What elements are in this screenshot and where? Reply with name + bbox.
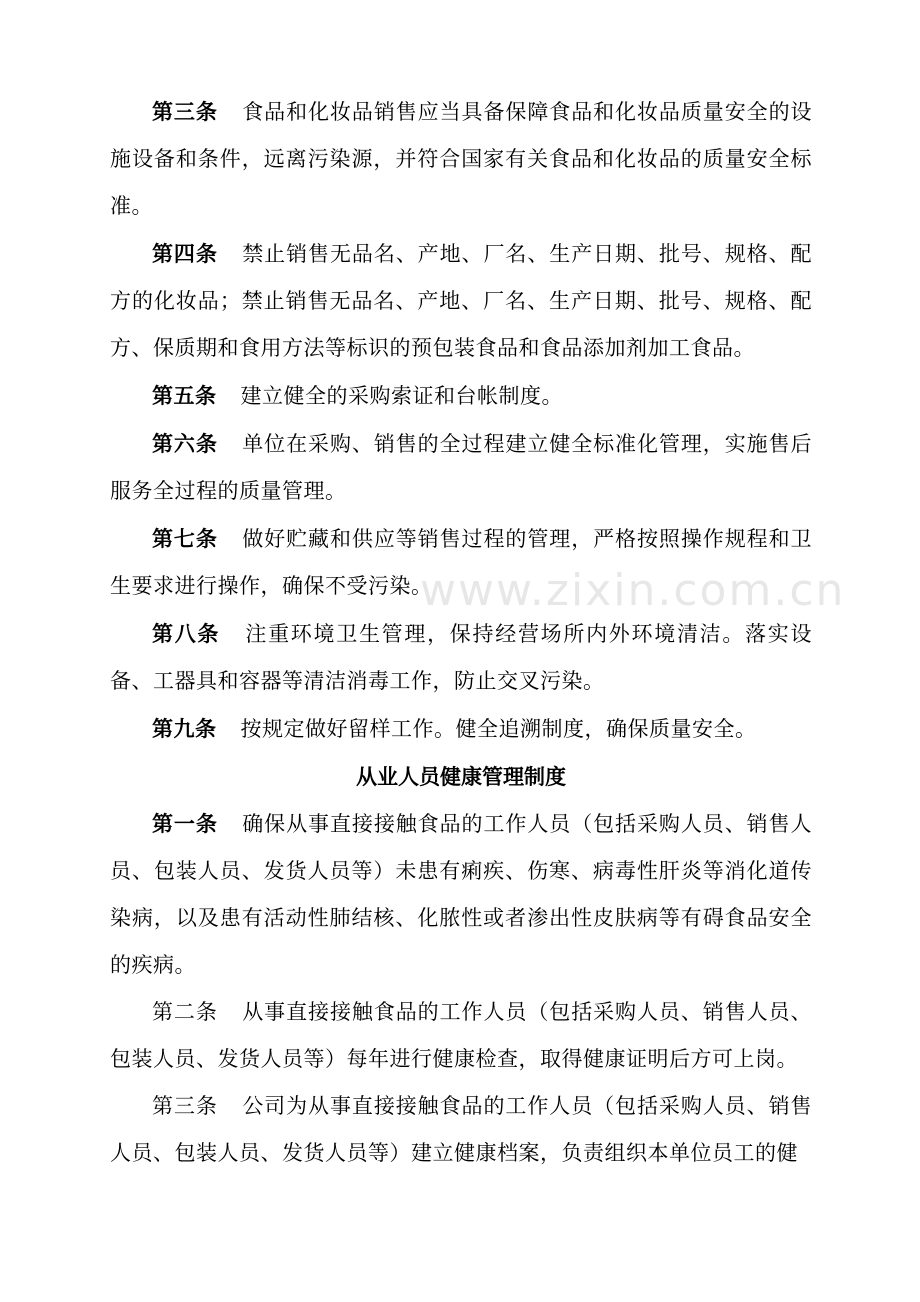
section-title: 从业人员健康管理制度	[356, 764, 566, 789]
article-text: 公司为从事直接接触食品的工作人员（包括采购人员、销售人员、包装人员、发货人员等）建立健康档案，负责组织本单位员工的健	[110, 1094, 813, 1165]
article-text: 做好贮藏和供应等销售过程的管理，严格按照操作规程和卫生要求进行操作，确保不受污染。	[110, 527, 813, 598]
article-text: 建立健全的采购索证和台帐制度。	[240, 384, 563, 408]
article-paragraph	[110, 705, 812, 753]
article-text: 单位在采购、销售的全过程建立健全标准化管理，实施售后服务全过程的质量管理。	[110, 432, 813, 503]
article-paragraph	[110, 989, 812, 1083]
article-number: 第七条	[152, 526, 218, 551]
article-text: 按规定做好留样工作。健全追溯制度，确保质量安全。	[240, 717, 757, 741]
watermark: www.zixin.com.cn	[420, 565, 846, 616]
article-number: 第六条	[152, 431, 218, 456]
article-number: 第三条	[152, 99, 218, 124]
article-number: 第八条	[152, 621, 221, 646]
article-number: 第一条	[152, 811, 218, 836]
article-text: 食品和化妆品销售应当具备保障食品和化妆品质量安全的设施设备和条件，远离污染源，并符合国家有关食品和化妆品的质量安全标准。	[110, 100, 813, 218]
article-number: 第九条	[152, 716, 217, 741]
health-management-articles	[110, 800, 812, 1177]
article-paragraph	[110, 372, 812, 420]
article-number: 第四条	[152, 241, 218, 266]
article-paragraph	[110, 610, 812, 705]
food-cosmetics-articles	[110, 88, 812, 753]
article-number: 第二条	[152, 1000, 218, 1024]
article-paragraph	[110, 88, 812, 230]
article-paragraph	[110, 800, 812, 989]
article-paragraph	[110, 1083, 812, 1177]
article-paragraph	[110, 420, 812, 515]
article-text: 注重环境卫生管理，保持经营场所内外环境清洁。落实设备、工器具和容器等清洁消毒工作，防止交叉污染。	[110, 622, 813, 693]
article-paragraph	[110, 230, 812, 372]
article-number: 第三条	[152, 1094, 218, 1118]
article-text: 从事直接接触食品的工作人员（包括采购人员、销售人员、包装人员、发货人员等）每年进行健康检查，取得健康证明后方可上岗。	[110, 1000, 813, 1071]
article-paragraph	[110, 515, 812, 610]
article-number: 第五条	[152, 383, 217, 408]
article-text: 确保从事直接接触食品的工作人员（包括采购人员、销售人员、包装人员、发货人员等）未患有痢疾、伤寒、病毒性肝炎等消化道传染病，以及患有活动性肺结核、化脓性或者渗出性皮肤病等有碍食品安全的疾病。	[110, 812, 813, 977]
article-text: 禁止销售无品名、产地、厂名、生产日期、批号、规格、配方的化妆品；禁止销售无品名、产地、厂名、生产日期、批号、规格、配方、保质期和食用方法等标识的预包装食品和食品添加剂加工食品。	[110, 242, 813, 360]
document-page	[110, 88, 812, 1177]
